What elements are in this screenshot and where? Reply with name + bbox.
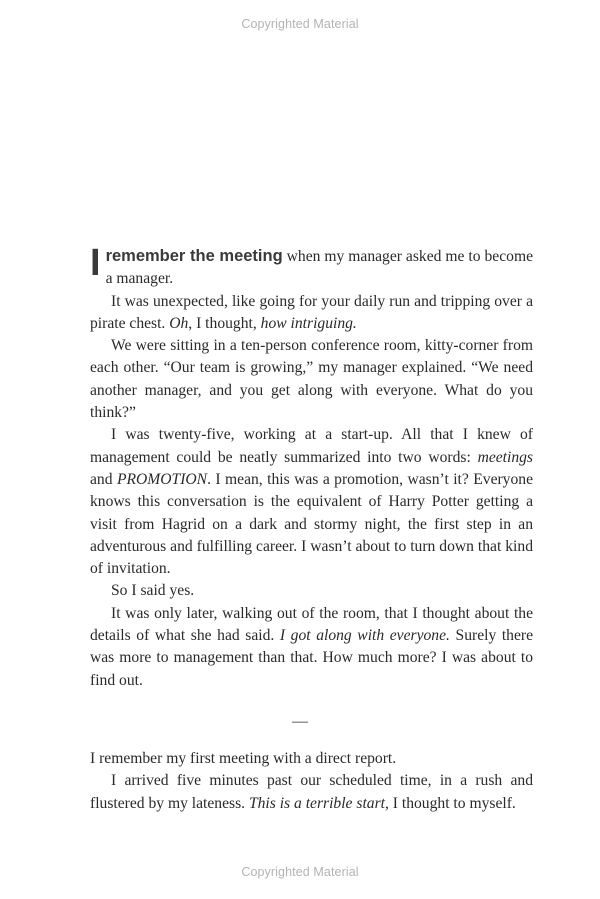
watermark-top: Copyrighted Material — [241, 17, 359, 31]
lead-in-text: remember the meeting — [105, 247, 283, 265]
paragraph: I arrived five minutes past our scheduled time, in a rush and flustered by my lateness. This is a terrible start, I thought to myself. — [90, 772, 533, 812]
paragraph: I remember my first meeting with a direct report. — [90, 750, 397, 767]
watermark-bottom: Copyrighted Material — [241, 865, 359, 879]
paragraph: So I said yes. — [111, 582, 195, 600]
chapter-opening-paragraph — [90, 242, 533, 291]
drop-cap: I — [90, 242, 101, 284]
paragraph: It was only later, walking out of the room, that I thought about the details of what she had said. I got along with everyone. Surely there was more to management than that. How much more? I was about to find out. — [90, 604, 533, 689]
paragraph: We were sitting in a ten-person conference room, kitty-corner from each other. “Our team is growing,” my manager explained. “We need another manager, and you get along with everyone. What do you think?” — [90, 337, 533, 422]
paragraph: It was unexpected, like going for your daily run and tripping over a pirate chest. Oh, I thought, how intriguing. — [90, 292, 533, 332]
opening-rest: when my manager asked me to become a manager. — [105, 248, 533, 288]
section-separator: — — [292, 713, 308, 730]
body-text-block — [90, 242, 533, 692]
paragraph: I was twenty-five, working at a start-up. All that I knew of management could be neatly summarized into two words: meetings and PROMOTION. I mean, this was a promotion, wasn’t it? Everyone knows this conversation is the equivalent of Harry Potter getting a visit from Hagrid on a dark and stormy night, the first step in an adventurous and fulfilling career. I wasn’t about to turn down that kind of invitation. — [90, 426, 533, 578]
body-text-block — [90, 748, 533, 815]
